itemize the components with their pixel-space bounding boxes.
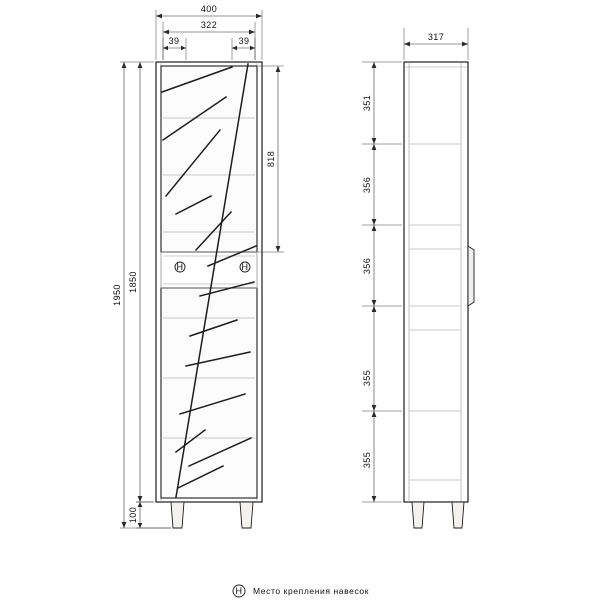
dim-side-sections	[362, 62, 402, 502]
dim-inset-right-label: 39	[238, 36, 250, 46]
dim-total-height-label: 1950	[112, 284, 122, 306]
dim-section-3-label: 356	[362, 257, 372, 275]
mount-mark-left-label: H	[176, 262, 184, 272]
dim-section-5-label: 355	[362, 451, 372, 469]
dim-section-4-label: 355	[362, 369, 372, 387]
dim-leg-height	[128, 502, 171, 528]
dim-door-width-label: 322	[200, 20, 218, 30]
front-view-group	[112, 4, 284, 528]
front-leg-right	[240, 502, 253, 528]
dim-upper-door-height-label: 818	[266, 150, 276, 168]
side-leg-back	[412, 502, 424, 528]
dim-body-height	[128, 62, 154, 502]
dim-section-1-label: 351	[362, 94, 372, 112]
side-handle[interactable]	[468, 246, 474, 306]
dim-insets	[163, 36, 255, 60]
dim-overall-width-label: 400	[200, 4, 218, 14]
dim-depth	[404, 28, 468, 60]
dim-depth-label: 317	[427, 32, 445, 42]
side-leg-front	[452, 502, 464, 528]
mount-mark-right-label: H	[241, 262, 249, 272]
mount-mark-right	[240, 262, 250, 272]
footnote-group	[233, 585, 369, 597]
mount-symbol-label: H	[235, 586, 243, 596]
side-body-outline	[404, 62, 468, 502]
dim-body-height-label: 1850	[128, 271, 138, 293]
dim-leg-height-label: 100	[128, 506, 138, 524]
dim-section-2-label: 356	[362, 176, 372, 194]
mount-mark-left	[175, 262, 185, 272]
dim-inset-left-label: 39	[168, 36, 180, 46]
footnote-text: Место крепления навесок	[253, 586, 370, 596]
front-leg-left	[171, 502, 184, 528]
side-view-group	[362, 28, 474, 528]
lower-door-panel[interactable]	[161, 288, 257, 498]
